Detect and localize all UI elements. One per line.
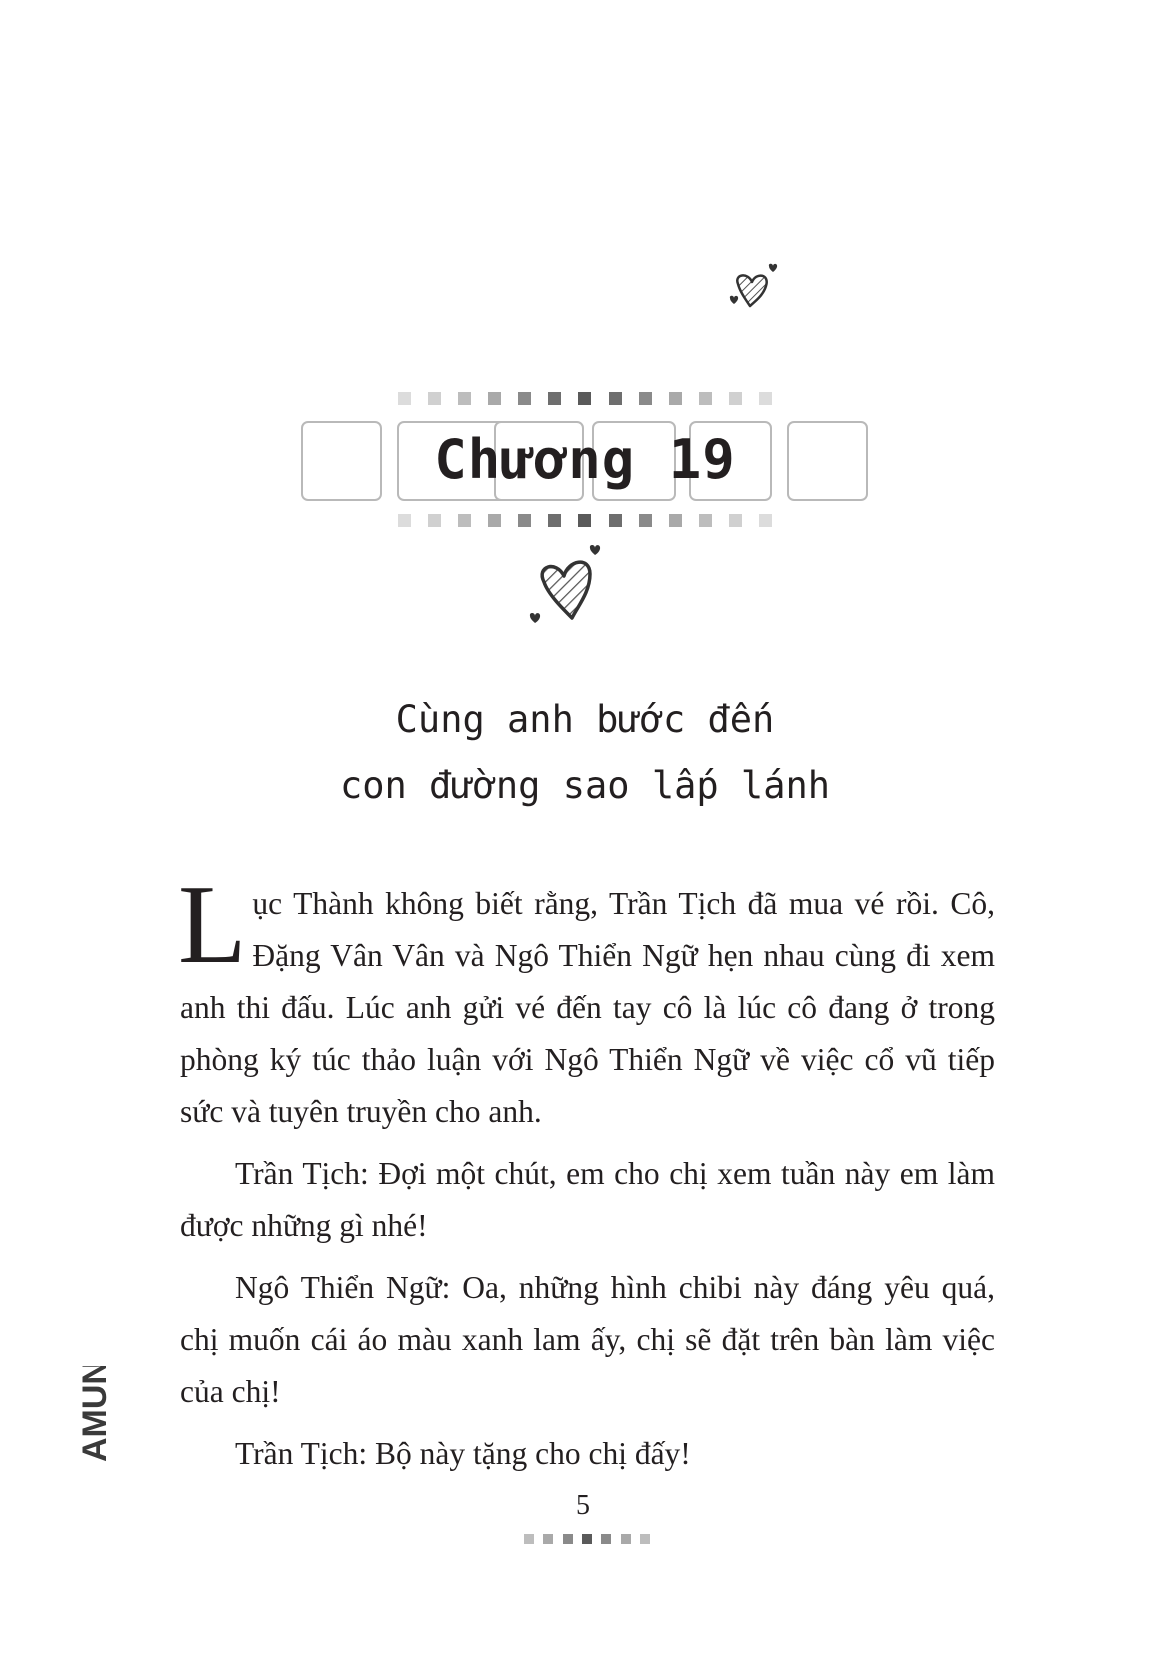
paragraph-text: ục Thành không biết rằng, Trần Tịch đã mua vé rồi. Cô, Đặng Vân Vân và Ngô Thiển Ngữ hẹn nhau cùng đi xem anh thi đấu. Lúc anh gửi vé đến tay cô là lúc cô đang ở trong phòng ký túc thảo luận với Ngô Thiển Ngữ về việc cổ vũ tiếp sức và tuyên truyền cho anh. (180, 886, 995, 1129)
heart-icon (528, 542, 612, 634)
page-number-dots (524, 1534, 650, 1544)
heart-icon (728, 262, 784, 322)
paragraph (178, 863, 995, 1138)
publisher-logo (64, 1366, 120, 1466)
page-number: 5 (576, 1490, 590, 1521)
decorative-dot-strip-top (398, 392, 772, 406)
paragraph: Trần Tịch: Đợi một chút, em cho chị xem tuần này em làm được những gì nhé! (180, 1156, 995, 1243)
drop-cap: L (178, 863, 247, 987)
chapter-frame-box (787, 421, 868, 501)
decorative-dot-strip-bottom (398, 514, 772, 528)
chapter-frame-box (301, 421, 382, 501)
chapter-body (178, 863, 995, 1490)
chapter-subtitle-line-1: Cùng anh bước đến (395, 698, 775, 741)
chapter-subtitle-line-2: con đường sao lấp lánh (339, 764, 831, 807)
amun-logo-icon: AMUN (76, 1366, 114, 1462)
chapter-title: Chương 19 (434, 428, 736, 491)
paragraph: Ngô Thiển Ngữ: Oa, những hình chibi này đáng yêu quá, chị muốn cái áo màu xanh lam ấy, chị sẽ đặt trên bàn làm việc của chị! (180, 1270, 995, 1409)
paragraph: Trần Tịch: Bộ này tặng cho chị đấy! (235, 1436, 691, 1471)
